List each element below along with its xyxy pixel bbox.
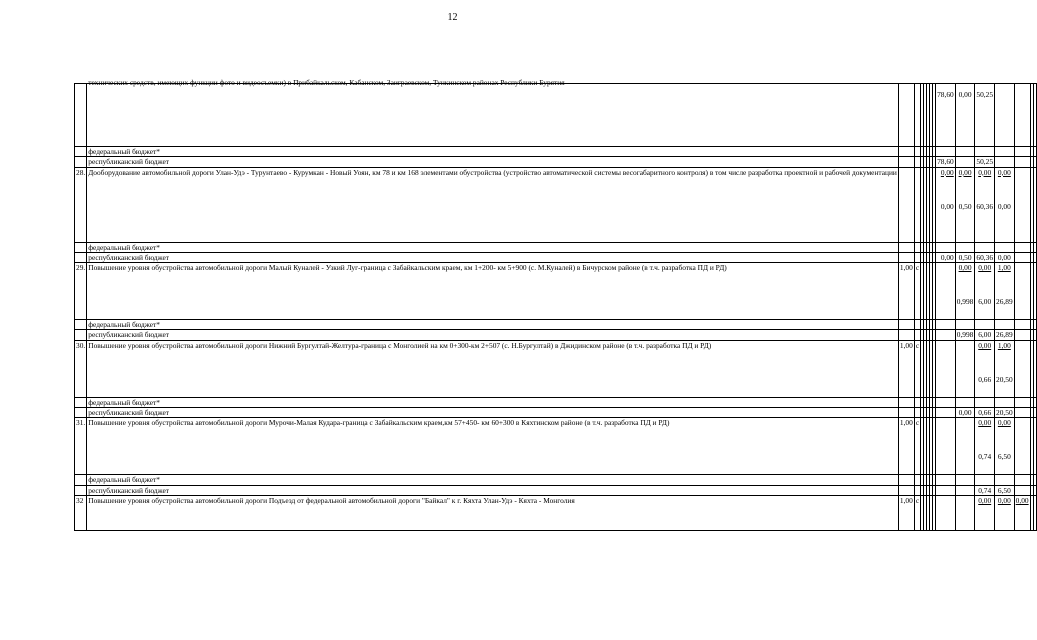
value-cell: 0,00 bbox=[978, 263, 992, 273]
table-row bbox=[75, 157, 1037, 167]
table-row bbox=[75, 320, 1037, 330]
federal-budget-label: федеральный бюджет* bbox=[87, 147, 899, 157]
value-cell: 60,36 bbox=[976, 201, 994, 211]
republic-budget-label: республиканский бюджет bbox=[87, 485, 899, 495]
unit-cell: с bbox=[914, 263, 920, 320]
value-cell: 6,00 bbox=[978, 297, 992, 307]
value-cell: 26,89 bbox=[996, 330, 1013, 340]
unit-cell: с bbox=[914, 495, 920, 530]
quantity-cell: 1,00 bbox=[898, 495, 914, 530]
quantity-cell: 1,00 bbox=[898, 340, 914, 397]
item-number: 29. bbox=[75, 263, 87, 320]
value-cell: 1,00 bbox=[997, 340, 1011, 350]
item-name: технических средств, имеющих функции фото и видеосъемки) в Прибайкальском, Кабанском, Заиграевском, Тункинском районах Республики Бурятия bbox=[88, 78, 565, 87]
value-cell: 0,00 bbox=[1015, 495, 1029, 505]
value-cell: 50,25 bbox=[976, 157, 994, 167]
value-cell: 0,00 bbox=[958, 167, 972, 177]
table-row bbox=[75, 495, 1037, 530]
value-cell: 26,89 bbox=[996, 297, 1013, 307]
value-cell: 6,00 bbox=[975, 330, 995, 340]
table-row bbox=[75, 408, 1037, 418]
unit-cell: с bbox=[914, 340, 920, 397]
value-cell: 0,00 bbox=[997, 167, 1011, 177]
value-cell: 0,00 bbox=[978, 495, 992, 505]
value-cell: 20,50 bbox=[996, 408, 1013, 418]
value-cell: 78,60 bbox=[937, 157, 954, 167]
page-number: 12 bbox=[447, 12, 458, 23]
value-cell: 0,00 bbox=[940, 201, 954, 211]
table-row bbox=[75, 485, 1037, 495]
program-table bbox=[74, 78, 1037, 531]
value-cell bbox=[955, 157, 975, 167]
item-name: Повышение уровня обустройства автомобильной дороги Нижний Бургултай-Желтура-граница с Монголией на км 0+300-км 2+507 (с. Н.Бургултай) в Джидинском районе (в т.ч. разработка ПД и РД) bbox=[87, 340, 899, 397]
value-cell: 20,50 bbox=[996, 374, 1013, 384]
value-cell: 60,36 bbox=[976, 252, 994, 262]
table-row bbox=[75, 330, 1037, 340]
value-cell: 0,00 bbox=[995, 252, 1015, 262]
value-cell: 0,998 bbox=[956, 297, 974, 307]
item-number: 30. bbox=[75, 340, 87, 397]
value-cell: 0,00 bbox=[936, 252, 956, 262]
quantity-cell bbox=[898, 167, 914, 242]
value-cell: 6,50 bbox=[997, 452, 1011, 462]
value-cell: 0,00 bbox=[978, 340, 992, 350]
value-cell: 6,50 bbox=[995, 485, 1015, 495]
value-cell: 0,00 bbox=[955, 408, 975, 418]
value-cell: 0,50 bbox=[955, 252, 975, 262]
unit-cell: с bbox=[914, 418, 920, 475]
value-cell: 0,00 bbox=[978, 167, 992, 177]
table-row bbox=[75, 475, 1037, 485]
quantity-cell: 1,00 bbox=[898, 263, 914, 320]
value-cell: 1,00 bbox=[997, 263, 1011, 273]
value-cell: 0,66 bbox=[975, 408, 995, 418]
value-cell: 0,00 bbox=[940, 167, 954, 177]
value-cell: 0,00 bbox=[958, 263, 972, 273]
table-row bbox=[75, 252, 1037, 262]
republic-budget-label: республиканский бюджет bbox=[87, 408, 899, 418]
value-cell bbox=[995, 157, 1015, 167]
table-row bbox=[75, 84, 1037, 147]
value-cell: 50,25 bbox=[976, 90, 994, 99]
item-number: 32 bbox=[75, 495, 87, 530]
value-cell: 0,00 bbox=[958, 90, 972, 99]
quantity-cell: 1,00 bbox=[898, 418, 914, 475]
table-row bbox=[75, 397, 1037, 407]
republic-budget-label: республиканский бюджет bbox=[87, 252, 899, 262]
federal-budget-label: федеральный бюджет* bbox=[87, 320, 899, 330]
value-cell: 0,00 bbox=[997, 418, 1011, 428]
table-row bbox=[75, 263, 1037, 320]
item-name: Дооборудование автомобильной дороги Улан-Удэ - Турунтаево - Курумкан - Новый Уоян, км 78 и км 168 элементами обустройства (устройство автоматической системы весогабаритного контроля) в том числе разработка проектной и рабочей документации bbox=[88, 167, 897, 177]
item-number: 31. bbox=[75, 418, 87, 475]
value-cell: 78,60 bbox=[937, 90, 954, 99]
republic-budget-label: республиканский бюджет bbox=[87, 157, 899, 167]
table-row bbox=[75, 418, 1037, 475]
value-cell: 0,74 bbox=[975, 485, 995, 495]
table-row bbox=[75, 147, 1037, 157]
federal-budget-label: федеральный бюджет* bbox=[87, 475, 899, 485]
table-row bbox=[75, 340, 1037, 397]
value-cell: 0,00 bbox=[997, 495, 1011, 505]
federal-budget-label: федеральный бюджет* bbox=[87, 242, 899, 252]
value-cell: 0,66 bbox=[978, 374, 992, 384]
item-name: Повышение уровня обустройства автомобильной дороги Подъезд от федеральной автомобильной дороги "Байкал" к г. Кяхта Улан-Удэ - Кяхта - Монголия bbox=[88, 495, 575, 505]
item-name: Повышение уровня обустройства автомобильной дороги Мурочи-Малая Кудара-граница с Забайкальским краем,км 57+450- км 60+300 в Кяхтинском районе (в т.ч. разработка ПД и РД) bbox=[87, 418, 899, 475]
value-cell: 0,74 bbox=[978, 452, 992, 462]
value-cell: 0,00 bbox=[978, 418, 992, 428]
table-row bbox=[75, 242, 1037, 252]
item-number: 28. bbox=[75, 167, 87, 242]
value-cell: 0,00 bbox=[997, 201, 1011, 211]
table-row bbox=[75, 167, 1037, 242]
republic-budget-label: республиканский бюджет bbox=[87, 330, 899, 340]
federal-budget-label: федеральный бюджет* bbox=[87, 397, 899, 407]
item-name: Повышение уровня обустройства автомобильной дороги Малый Куналей - Узкий Луг-граница с Забайкальским краем, км 1+200- км 5+900 (с. М.Куналей) в Бичурском районе (в т.ч. разработка ПД и РД) bbox=[87, 263, 899, 320]
value-cell: 0,50 bbox=[958, 201, 972, 211]
value-cell: 0,998 bbox=[956, 330, 974, 340]
